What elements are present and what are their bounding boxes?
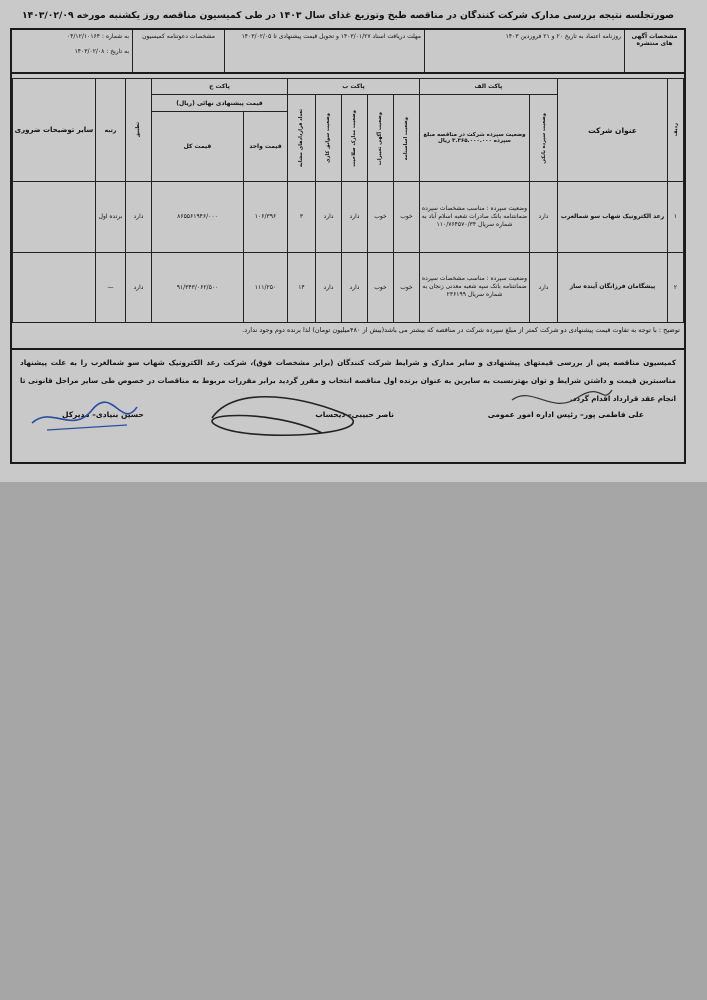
col-b5-header: تعداد قراردادهای مشابه: [287, 95, 315, 182]
signature-left: حسین بنیادی– مدیرکل: [62, 410, 144, 419]
col-rank-header: رتبه: [95, 79, 125, 182]
col-b2-header: وضعیت آگهی تغییرات: [367, 95, 393, 182]
col-unit-price-header: قیمت واحد: [243, 111, 287, 181]
group-a-header: پاکت الف: [419, 79, 557, 95]
signature-scribble-blue: [27, 395, 147, 440]
signature-middle: ناصر حبیبی– ذیحساب: [315, 410, 394, 419]
b-value: خوب: [367, 252, 393, 322]
col-b3-header: وضعیت مدارک صلاحیت: [341, 95, 367, 182]
b-value: دارد: [341, 182, 367, 252]
table-row: [13, 182, 684, 252]
publish-dates: روزنامه اعتماد به تاریخ ۲۰ و ۲۱ فروردین ۱۴۰۳: [424, 30, 624, 72]
document-page: [0, 0, 707, 482]
publisher-label: مشخصات آگهی های منتشره: [624, 30, 684, 72]
b-value: خوب: [367, 182, 393, 252]
bank-details: وضعیت سپرده : مناسب مشخصات سپرده ضمانتنامه بانک صادرات شعبه اسلام آباد به شماره سریال ۱۱۰/۷۶۴۵۷۰/۳۴: [419, 182, 529, 252]
signature-right: علی فاطمی پور– رئیس اداره امور عمومی: [487, 410, 644, 419]
divider: [12, 348, 684, 350]
col-row-header: ردیف: [668, 79, 684, 182]
rank: —: [95, 252, 125, 322]
notes: [13, 182, 96, 252]
col-b1-header: وضعیت اساسنامه: [393, 95, 419, 182]
b-value: دارد: [341, 252, 367, 322]
group-b-header: پاکت ب: [287, 79, 419, 95]
total-price: ۹۱/۳۴۳/۰۶۲/۵۰۰: [151, 252, 243, 322]
committee-label: مشخصات دعوتنامه کمیسیون: [132, 30, 224, 72]
deadline-text: مهلت دریافت اسناد ۱۴۰۳/۰۱/۲۷ و تحویل قیمت پیشنهادی تا ۱۴۰۳/۰۲/۰۵: [224, 30, 424, 72]
company-name: پیشگامان فرزانگان آینده ساز: [558, 252, 668, 322]
number-label: به شماره :: [101, 33, 129, 40]
deposit-status: دارد: [530, 182, 558, 252]
c-group-subheader: قیمت پیشنهادی نهائی (ریال): [151, 95, 287, 111]
results-table: [12, 78, 684, 323]
col-b4-header: وضعیت سوابق کاری: [315, 95, 341, 182]
b-value: خوب: [393, 252, 419, 322]
total-price: ۸۶۵۵۶۱۹۴۶/۰۰۰: [151, 182, 243, 252]
explanation-note: توضیح : با توجه به تفاوت قیمت پیشنهادی دو شرکت کمتر از مبلغ سپرده شرکت در مناقصه که بیشتر می باشد(بیش از ۴۸۰میلیون تومان) لذا برنده دوم وجود ندارد.: [242, 326, 680, 334]
invite-details: [12, 30, 132, 72]
col-notes-header: سایر توضیحات ضروری: [13, 79, 96, 182]
signature-scribble-right: [502, 380, 622, 420]
unit-price: ۱۰۶/۳۹۶: [243, 182, 287, 252]
col-company-header: عنوان شرکت: [558, 79, 668, 182]
row-number: ۱: [668, 182, 684, 252]
date-value: ۱۴۰۳/۰۲/۰۸: [74, 48, 105, 55]
date-label: به تاریخ :: [106, 48, 129, 55]
ok-status: دارد: [125, 252, 151, 322]
number-value: ۰۴/۱۲/۱۰۱۶۴: [66, 33, 100, 40]
notes: [13, 252, 96, 322]
header-strip: [12, 30, 684, 74]
b-value: دارد: [315, 182, 341, 252]
ok-status: دارد: [125, 182, 151, 252]
unit-price: ۱۱۱/۲۵۰: [243, 252, 287, 322]
deposit-status: دارد: [530, 252, 558, 322]
company-name: رعد الکترونیک شهاب سو شمالغرب: [558, 182, 668, 252]
row-number: ۲: [668, 252, 684, 322]
group-c-header: پاکت ج: [151, 79, 287, 95]
bank-details: وضعیت سپرده : مناسب مشخصات سپرده ضمانتنامه بانک سپه شعبه معدنی زنجان به شماره سریال ۲۳۶۱۹۹: [419, 252, 529, 322]
b-value: دارد: [315, 252, 341, 322]
document-frame: [10, 28, 686, 464]
committee-decision: کمیسیون مناقصه پس از بررسی قیمتهای پیشنهادی و سایر مدارک و شرایط شرکت کنندگان (برابر مشخصات فوق)، شرکت رعد الکترونیک شهاب سو شمالغرب را به علت پیشنهاد مناسبترین قیمت و داشتن شرایط و توان بهترنسبت به سایرین به عنوان برنده اول مناقصه انتخاب و مقرر گردید برابر مقررات مربوط به مناقصات در خصوص طی سایر مراحل قانونی تا انجام عقد قرارداد اقدام گردد.: [20, 358, 676, 403]
col-guarantee-header: وضعیت سپرده شرکت در مناقصه مبلغ سپرده ۳.۳۶۵.۰۰۰.۰۰۰ ریال: [419, 95, 529, 182]
col-total-price-header: قیمت کل: [151, 111, 243, 181]
table-row: [13, 252, 684, 322]
col-deposit-header: وضعیت سپرده بانکی: [530, 95, 558, 182]
contract-count: ۳: [287, 182, 315, 252]
col-ok-header: تطبیق: [125, 79, 151, 182]
b-value: خوب: [393, 182, 419, 252]
document-title: صورتجلسه نتیجه بررسی مدارک شرکت کنندگان در مناقصه طبخ وتوزیع غذای سال ۱۴۰۳ در طی کمیسیون مناقصه روز یکشنبه مورخه ۱۴۰۳/۰۲/۰۹: [21, 10, 674, 21]
signature-scribble: [202, 388, 362, 448]
rank: برنده اول: [95, 182, 125, 252]
contract-count: ۱۴: [287, 252, 315, 322]
